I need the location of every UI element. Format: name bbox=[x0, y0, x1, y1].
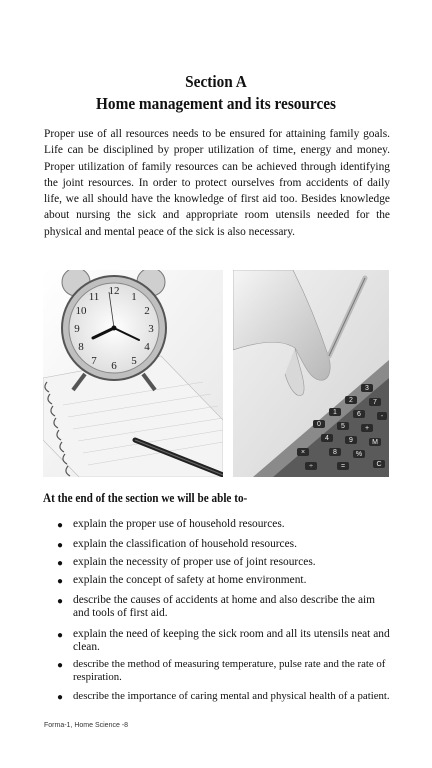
calculator-photo bbox=[233, 270, 389, 477]
bullet-icon: ● bbox=[57, 630, 64, 641]
calculator-key: % bbox=[355, 451, 363, 458]
clock-number: 12 bbox=[108, 285, 120, 297]
objectives-heading: At the end of the section we will be able to- bbox=[43, 491, 248, 505]
section-label: Section A bbox=[185, 72, 247, 91]
calculator-key: 7 bbox=[373, 399, 377, 406]
calculator-key: C bbox=[376, 461, 382, 468]
bullet-icon: ● bbox=[57, 692, 64, 703]
clock-number: 9 bbox=[74, 323, 80, 335]
calculator-key: 5 bbox=[341, 423, 345, 430]
calculator-key: - bbox=[380, 413, 384, 420]
bullet-icon: ● bbox=[57, 576, 64, 587]
calculator-key: 4 bbox=[325, 435, 329, 442]
clock-number: 6 bbox=[111, 360, 117, 372]
calculator-key: ÷ bbox=[309, 463, 313, 470]
calculator-key: M bbox=[372, 439, 378, 446]
intro-paragraph: Proper use of all resources needs to be ensured for attaining family goals. Life can be disciplined by proper utilization of time, energy and money. Proper utilization of family resources can be achieved through identifying the joint resources. In order to protect ourselves from accidents of daily life, we all should have the knowledge of first aid too. Besides knowledge about nursing the sick and appropriate room utensils needed for the physical and mental peace of the sick is also necessary. bbox=[44, 128, 390, 238]
bullet-icon: ● bbox=[57, 540, 64, 551]
clock-number: 11 bbox=[88, 291, 100, 303]
calculator-key: 8 bbox=[333, 449, 337, 456]
clock-number: 7 bbox=[91, 355, 97, 367]
bullet-icon: ● bbox=[57, 520, 64, 531]
bullet-icon: ● bbox=[57, 558, 64, 569]
clock-number: 2 bbox=[144, 305, 150, 317]
calculator-key: 1 bbox=[333, 409, 337, 416]
page-title: Home management and its resources bbox=[96, 94, 336, 113]
calculator-key: + bbox=[364, 425, 370, 432]
clock-number: 4 bbox=[144, 341, 150, 353]
calculator-key: 2 bbox=[349, 397, 353, 404]
clock-number: 5 bbox=[131, 355, 137, 367]
bullet-icon: ● bbox=[57, 660, 64, 671]
calculator-key: 6 bbox=[357, 411, 361, 418]
clock-number: 1 bbox=[131, 291, 137, 303]
calculator-key: × bbox=[300, 449, 306, 456]
calculator-key: 0 bbox=[317, 421, 321, 428]
calculator-key: = bbox=[340, 463, 346, 470]
bullet-icon: ● bbox=[57, 596, 64, 607]
clock-number: 8 bbox=[78, 341, 84, 353]
clock-number: 3 bbox=[148, 323, 154, 335]
alarm-clock-photo bbox=[43, 270, 223, 477]
page-footer: Forma-1, Home Science -8 bbox=[44, 722, 129, 729]
calculator-key: 9 bbox=[349, 437, 353, 444]
calculator-key: 3 bbox=[365, 385, 369, 392]
clock-number: 10 bbox=[75, 305, 87, 317]
